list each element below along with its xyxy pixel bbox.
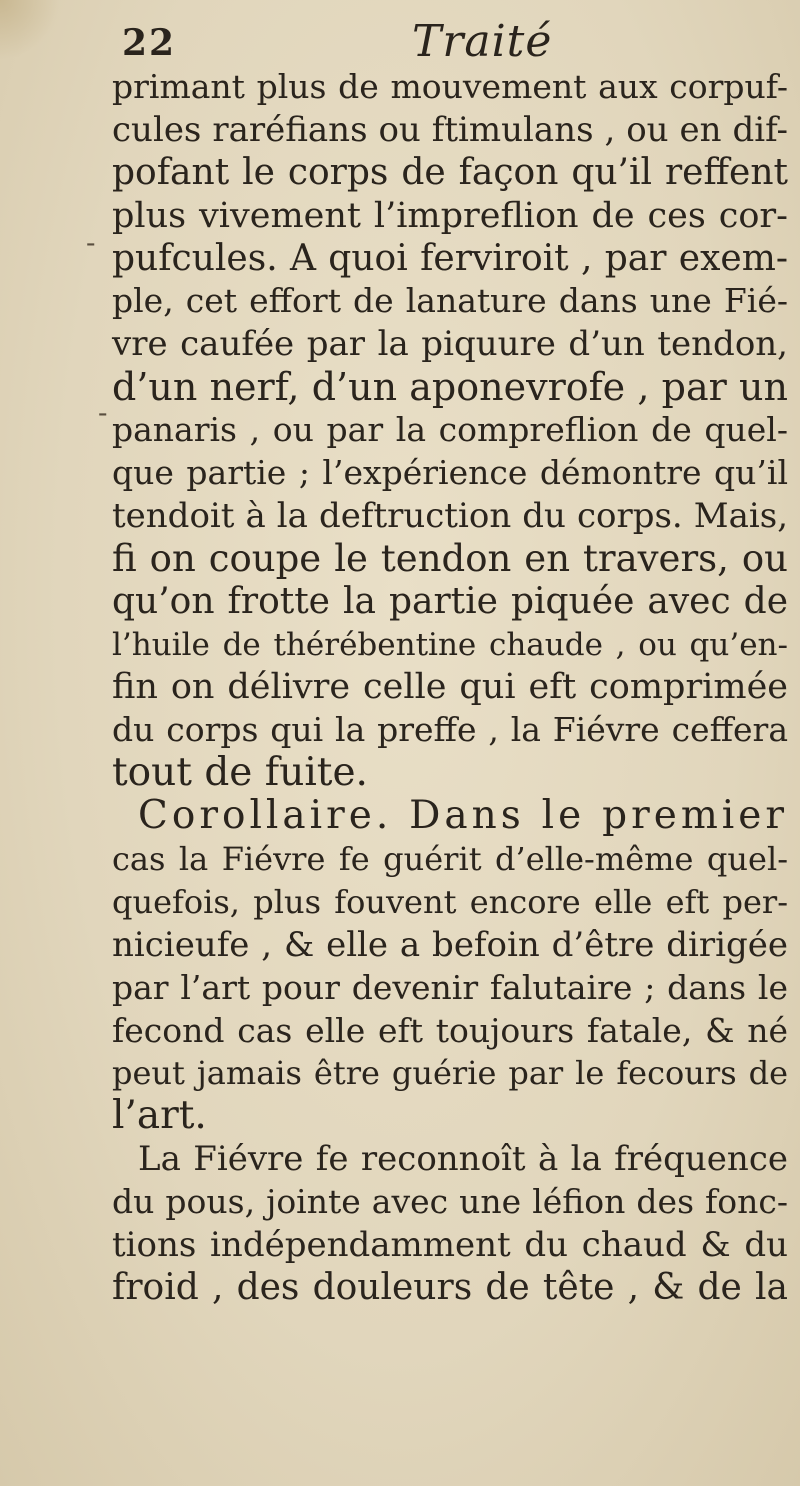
text-line: du pous, jointe avec une léfion des fonc- [112,1182,788,1222]
text-line: pofant le corps de façon qu’il reffent [112,151,788,193]
text-line: qu’on frotte la partie piquée avec de [112,580,788,622]
text-line: vre caufée par la piquure d’un tendon, [112,324,788,365]
margin-mark: - [98,396,108,429]
text-line: fin on délivre celle qui eft comprimée [112,667,788,708]
text-line: tout de fuite. [112,750,368,796]
text-line: nicieufe , & elle a befoin d’être dirigée [112,924,788,965]
body-text [112,66,788,1310]
text-line: panaris , ou par la compreflion de quel- [112,410,788,450]
text-line: cas la Fiévre fe guérit d’elle-même quel- [112,840,788,879]
text-line: fi on coupe le tendon en travers, ou [112,536,788,580]
text-line: l’art. [112,1093,207,1139]
paragraph-start-line: La Fiévre fe reconnoît à la fréquence [138,1139,788,1180]
text-line: d’un nerf, d’un aponevrofe , par un [112,365,788,410]
text-line: peut jamais être guérie par le fecours de [112,1054,788,1093]
margin-mark: - [86,226,96,259]
text-line: par l’art pour devenir falutaire ; dans le [112,967,788,1007]
text-line: du corps qui la preffe , la Fiévre ceffera [112,710,788,750]
text-line: tendoit à la deftruction du corps. Mais, [112,495,788,536]
text-line: pufcules. A quoi ferviroit , par exem- [112,237,788,279]
text-line: que partie ; l’expérience démontre qu’il [112,453,788,493]
text-line: primant plus de mouvement aux corpuf- [112,67,788,106]
text-line: ple, cet effort de lanature dans une Fié- [112,281,788,321]
text-line: quefois, plus fouvent encore elle eft per- [112,882,788,921]
text-line: fecond cas elle eft toujours fatale, & né [112,1010,788,1050]
page-header [0,16,800,67]
text-line: tions indépendamment du chaud & du [112,1225,788,1266]
text-line: l’huile de thérébentine chaude , ou qu’en- [112,626,788,663]
text-line: plus vivement l’impreflion de ces cor- [112,195,788,236]
corollary-heading-line: Corollaire. Dans le premier [138,793,788,839]
page-number: 22 [122,22,177,64]
text-line: cules raréfians ou ftimulans , ou en dif- [112,109,788,150]
text-line: froid , des douleurs de tête , & de la [112,1266,788,1308]
running-title: Traité [412,16,553,67]
